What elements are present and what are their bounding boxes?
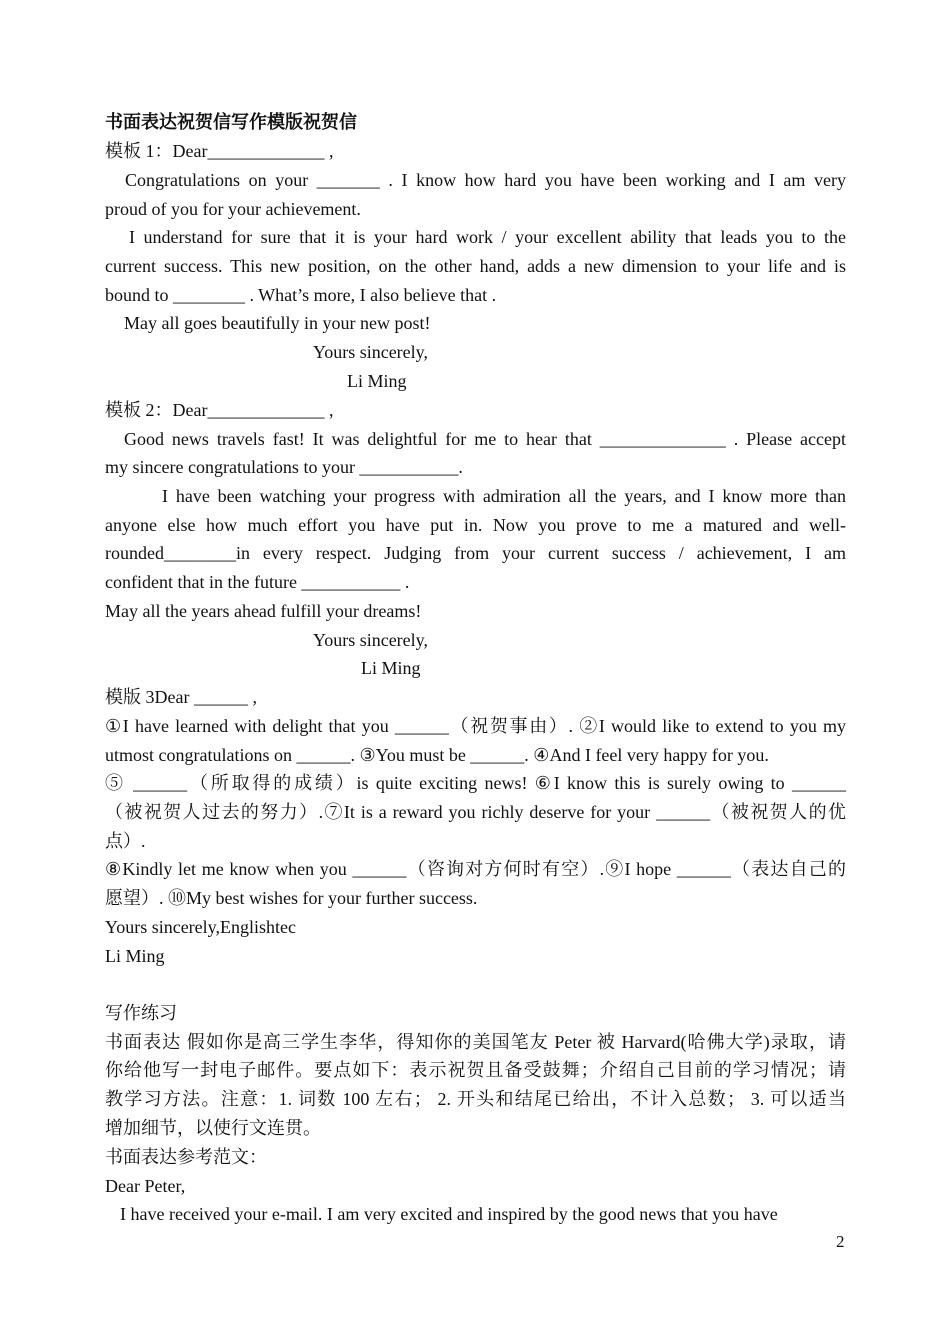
template2-p1-line2: my sincere congratulations to your ___________. (105, 457, 463, 477)
template3-line5: 点）. (105, 831, 146, 851)
template3-line7: 愿望）. ⑩My best wishes for your further success. (105, 888, 478, 908)
template1-p2-line3: bound to ________ . What’s more, I also believe that . (105, 285, 497, 305)
template3-line1: ①I have learned with delight that you ______（祝贺事由）. ②I would like to extend to you my (105, 716, 846, 736)
template3-salutation: 模版 3Dear ______ , (105, 687, 257, 707)
sample-greeting-comma: , (180, 1176, 186, 1196)
practice-task-line2: 你给他写一封电子邮件。要点如下：表示祝贺且备受鼓舞；介绍自己目前的学习情况；请 (105, 1060, 846, 1080)
page-number: 2 (836, 1232, 845, 1251)
template1-p1-line1: Congratulations on your _______ . I know how hard you have been working and I am very (125, 170, 846, 190)
template3-line2: utmost congratulations on ______. ③You must be ______. ④And I feel very happy for you. (105, 745, 769, 765)
template2-p1-line1: Good news travels fast! It was delightful for me to hear that ______________ . Please accept (124, 429, 846, 449)
template3-line3: ⑤ ______（所取得的成绩）is quite exciting news! ⑥I know this is surely owing to ______ (105, 773, 846, 793)
sample-line1: I have received your e-mail. I am very excited and inspired by the good news that you have (120, 1204, 778, 1224)
template3-line6: ⑧Kindly let me know when you ______（咨询对方何时有空）.⑨I hope ______（表达自己的 (105, 859, 846, 879)
practice-task-line3: 教学习方法。注意：1. 词数 100 左右； 2. 开头和结尾已给出，不计入总数； 3. 可以适当 (105, 1089, 846, 1109)
template1-p1-line2: proud of you for your achievement. (105, 199, 361, 219)
template1-p2-line1: I understand for sure that it is your hard work / your excellent ability that leads you to the (129, 227, 846, 247)
template1-signature: Li Ming (347, 371, 407, 391)
sample-heading: 书面表达参考范文： (105, 1147, 267, 1167)
template2-p3: May all the years ahead fulfill your dreams! (105, 601, 422, 621)
template2-p2-line2: anyone else how much effort you have put in. Now you prove to me a matured and well- (105, 515, 846, 535)
template2-p2-line1: I have been watching your progress with admiration all the years, and I know more than (162, 486, 846, 506)
document-title: 书面表达祝贺信写作模版祝贺信 (105, 112, 357, 132)
sample-greeting (105, 1172, 846, 1200)
template2-signature: Li Ming (361, 658, 421, 678)
template1-salutation: 模板 1：Dear_____________ , (105, 141, 334, 161)
practice-heading: 写作练习 (105, 1003, 177, 1023)
template2-p2-line3: rounded________in every respect. Judging from your current success / achievement, I am (105, 543, 846, 563)
template1-closing: Yours sincerely, (313, 342, 428, 362)
practice-task-line1: 书面表达 假如你是高三学生李华，得知你的美国笔友 Peter 被 Harvard(哈佛大学)录取，请 (105, 1032, 846, 1052)
template1-p3: May all goes beautifully in your new post! (124, 313, 431, 333)
template2-p2-line4: confident that in the future ___________ . (105, 572, 410, 592)
practice-task-line4: 增加细节，以使行文连贯。 (105, 1118, 321, 1138)
template3-closing: Yours sincerely,Englishtec (105, 917, 296, 937)
template3-signature: Li Ming (105, 946, 165, 966)
template2-salutation: 模板 2：Dear_____________ , (105, 400, 334, 420)
template1-p2-line2: current success. This new position, on the other hand, adds a new dimension to your life and is (105, 256, 846, 276)
template2-closing: Yours sincerely, (313, 630, 428, 650)
sample-greeting-text: Dear Peter (105, 1176, 181, 1196)
template3-line4: （被祝贺人过去的努力）.⑦It is a reward you richly deserve for your ______（被祝贺人的优 (105, 802, 846, 822)
